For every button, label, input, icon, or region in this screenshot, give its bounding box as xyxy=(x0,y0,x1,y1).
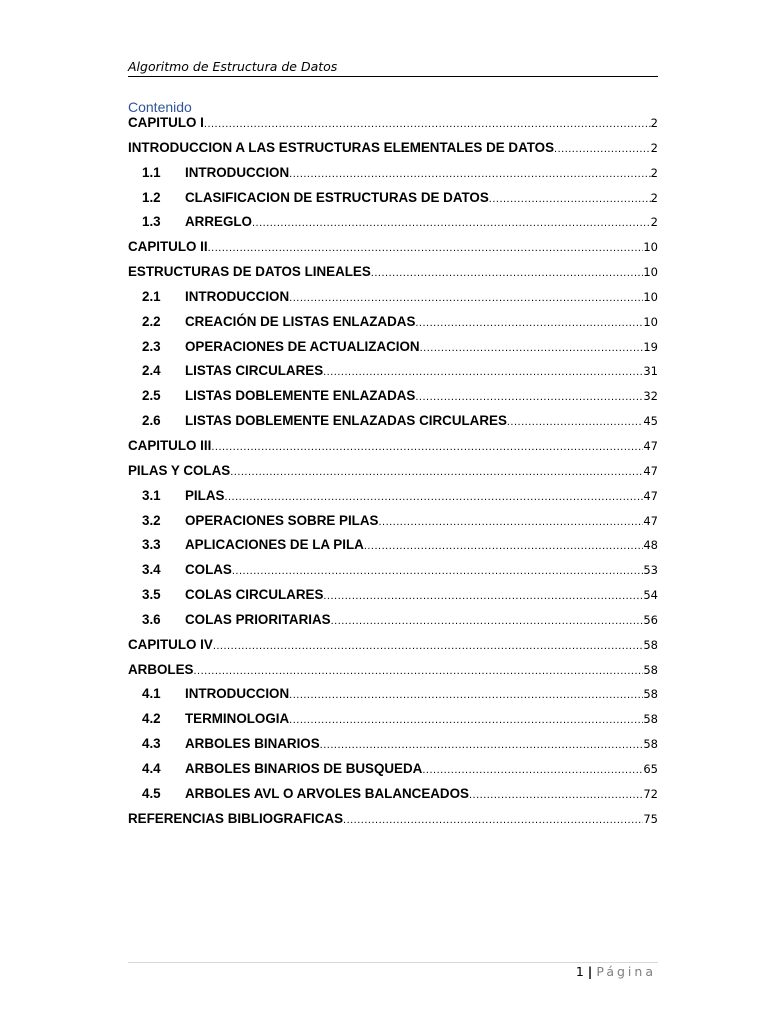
toc-entry-page: 32 xyxy=(643,389,658,404)
toc-entry-page: 31 xyxy=(643,364,658,379)
toc-entry[interactable] xyxy=(128,388,658,413)
toc-entry-page: 56 xyxy=(643,612,658,627)
toc-entry-page: 47 xyxy=(643,488,658,503)
page-header xyxy=(128,59,658,77)
toc-entry-title: APLICACIONES DE LA PILA xyxy=(185,537,364,553)
toc-entry-title: ARBOLES BINARIOS xyxy=(185,736,320,752)
toc-entry[interactable] xyxy=(128,239,658,264)
toc-entry-number: 1.3 xyxy=(142,214,161,230)
toc-entry-page: 65 xyxy=(643,761,658,776)
toc-entry-page: 53 xyxy=(643,563,658,578)
toc-entry-page: 2 xyxy=(650,190,658,205)
toc-entry[interactable] xyxy=(128,214,658,239)
table-of-contents xyxy=(128,115,658,835)
toc-entry-title: ARBOLES xyxy=(128,661,194,677)
toc-entry-title: CAPITULO III xyxy=(128,437,212,453)
toc-dot-leader xyxy=(378,516,643,528)
toc-entry-number: 3.1 xyxy=(142,487,161,503)
toc-dot-leader xyxy=(193,665,643,677)
toc-dot-leader xyxy=(371,267,644,279)
toc-entry-title: CLASIFICACION DE ESTRUCTURAS DE DATOS xyxy=(185,189,489,205)
toc-entry-title: COLAS PRIORITARIAS xyxy=(185,611,331,627)
toc-entry-title: ESTRUCTURAS DE DATOS LINEALES xyxy=(128,264,371,280)
toc-entry[interactable] xyxy=(128,736,658,761)
toc-entry-title: REFERENCIAS BIBLIOGRAFICAS xyxy=(128,810,344,826)
toc-entry-page: 48 xyxy=(643,538,658,553)
page-number: 1 xyxy=(575,964,584,979)
toc-entry-number: 3.5 xyxy=(142,587,161,603)
toc-entry[interactable] xyxy=(128,686,658,711)
toc-entry[interactable] xyxy=(128,711,658,736)
toc-entry[interactable] xyxy=(128,463,658,488)
toc-entry-page: 58 xyxy=(643,737,658,752)
toc-entry[interactable] xyxy=(128,289,658,314)
toc-entry-number: 2.6 xyxy=(142,413,161,429)
toc-entry[interactable] xyxy=(128,662,658,687)
toc-entry[interactable] xyxy=(128,562,658,587)
toc-entry[interactable] xyxy=(128,637,658,662)
toc-dot-leader xyxy=(232,565,643,577)
toc-dot-leader xyxy=(415,391,643,403)
toc-entry-page: 72 xyxy=(643,786,658,801)
toc-entry-page: 47 xyxy=(643,438,658,453)
toc-entry-number: 4.3 xyxy=(142,736,161,752)
toc-entry-number: 3.6 xyxy=(142,611,161,627)
footer-separator: | xyxy=(587,964,593,979)
toc-entry-title: LISTAS CIRCULARES xyxy=(185,363,324,379)
toc-entry-number: 2.1 xyxy=(142,288,161,304)
toc-entry[interactable] xyxy=(128,140,658,165)
toc-entry[interactable] xyxy=(128,314,658,339)
toc-entry-title: INTRODUCCION xyxy=(185,686,290,702)
toc-entry-page: 45 xyxy=(643,414,658,429)
toc-entry-page: 10 xyxy=(643,314,658,329)
toc-entry-title: CAPITULO IV xyxy=(128,636,213,652)
toc-entry-title: OPERACIONES SOBRE PILAS xyxy=(185,512,379,528)
toc-entry-number: 2.3 xyxy=(142,338,161,354)
toc-entry-title: ARBOLES AVL O ARVOLES BALANCEADOS xyxy=(185,785,469,801)
toc-dot-leader xyxy=(331,615,644,627)
toc-dot-leader xyxy=(252,217,651,229)
toc-entry-number: 3.2 xyxy=(142,512,161,528)
toc-dot-leader xyxy=(469,789,643,801)
toc-dot-leader xyxy=(224,491,643,503)
toc-entry-title: LISTAS DOBLEMENTE ENLAZADAS CIRCULARES xyxy=(185,413,507,429)
toc-entry-page: 54 xyxy=(643,588,658,603)
toc-dot-leader xyxy=(208,242,644,254)
toc-entry-title: OPERACIONES DE ACTUALIZACION xyxy=(185,338,420,354)
toc-entry-title: INTRODUCCION xyxy=(185,288,290,304)
toc-entry-number: 3.3 xyxy=(142,537,161,553)
toc-entry-title: PILAS Y COLAS xyxy=(128,462,231,478)
toc-dot-leader xyxy=(289,689,643,701)
toc-entry-page: 58 xyxy=(643,662,658,677)
toc-entry[interactable] xyxy=(128,339,658,364)
toc-entry[interactable] xyxy=(128,115,658,140)
toc-entry-page: 10 xyxy=(643,240,658,255)
toc-dot-leader xyxy=(415,317,643,329)
toc-entry-title: CREACIÓN DE LISTAS ENLAZADAS xyxy=(185,313,416,329)
toc-heading: Contenido xyxy=(128,99,192,115)
toc-entry-page: 10 xyxy=(643,289,658,304)
toc-entry[interactable] xyxy=(128,761,658,786)
toc-entry-number: 4.5 xyxy=(142,785,161,801)
toc-entry-title: INTRODUCCION A LAS ESTRUCTURAS ELEMENTALES DE DATOS xyxy=(128,139,555,155)
toc-dot-leader xyxy=(364,540,644,552)
toc-dot-leader xyxy=(213,640,644,652)
toc-entry[interactable] xyxy=(128,190,658,215)
toc-entry[interactable] xyxy=(128,363,658,388)
toc-entry[interactable] xyxy=(128,537,658,562)
toc-entry-page: 58 xyxy=(643,712,658,727)
toc-entry-page: 10 xyxy=(643,265,658,280)
toc-entry-number: 2.2 xyxy=(142,313,161,329)
toc-entry-number: 3.4 xyxy=(142,562,161,578)
toc-entry[interactable] xyxy=(128,786,658,811)
toc-dot-leader xyxy=(507,416,643,428)
toc-dot-leader xyxy=(289,714,643,726)
toc-dot-leader xyxy=(204,118,651,130)
toc-entry-number: 4.1 xyxy=(142,686,161,702)
toc-dot-leader xyxy=(489,193,651,205)
toc-entry-page: 19 xyxy=(643,339,658,354)
toc-entry-number: 1.1 xyxy=(142,164,161,180)
toc-entry-page: 58 xyxy=(643,637,658,652)
toc-entry-title: CAPITULO II xyxy=(128,239,208,255)
toc-entry-title: PILAS xyxy=(185,487,225,503)
toc-entry-page: 75 xyxy=(643,811,658,826)
toc-dot-leader xyxy=(289,168,651,180)
toc-entry-title: CAPITULO I xyxy=(128,115,204,130)
footer-divider xyxy=(128,962,658,963)
toc-entry-number: 4.2 xyxy=(142,711,161,727)
toc-entry-title: COLAS CIRCULARES xyxy=(185,587,324,603)
toc-dot-leader xyxy=(420,342,644,354)
toc-entry-page: 47 xyxy=(643,463,658,478)
toc-entry-title: TERMINOLOGIA xyxy=(185,711,290,727)
toc-entry[interactable] xyxy=(128,264,658,289)
toc-dot-leader xyxy=(323,366,643,378)
document-title: Algoritmo de Estructura de Datos xyxy=(128,59,338,74)
toc-entry-title: INTRODUCCION xyxy=(185,164,290,180)
toc-entry-page: 2 xyxy=(650,140,658,155)
page-word: Página xyxy=(596,964,656,979)
toc-entry-page: 2 xyxy=(650,165,658,180)
toc-dot-leader xyxy=(554,143,651,155)
toc-entry-number: 2.4 xyxy=(142,363,161,379)
toc-dot-leader xyxy=(422,764,643,776)
toc-entry[interactable] xyxy=(128,165,658,190)
toc-entry-number: 4.4 xyxy=(142,760,161,776)
toc-dot-leader xyxy=(289,292,643,304)
toc-entry-number: 1.2 xyxy=(142,189,161,205)
toc-entry[interactable] xyxy=(128,413,658,438)
toc-dot-leader xyxy=(211,441,643,453)
toc-entry-title: ARBOLES BINARIOS DE BUSQUEDA xyxy=(185,760,423,776)
toc-entry-number: 2.5 xyxy=(142,388,161,404)
toc-entry-page: 2 xyxy=(650,215,658,230)
toc-entry-title: COLAS xyxy=(185,562,232,578)
toc-entry[interactable] xyxy=(128,612,658,637)
toc-dot-leader xyxy=(323,590,643,602)
toc-dot-leader xyxy=(343,814,643,826)
toc-entry[interactable] xyxy=(128,587,658,612)
toc-entry-page: 58 xyxy=(643,687,658,702)
toc-entry-title: ARREGLO xyxy=(185,214,252,230)
page-footer xyxy=(576,964,656,979)
toc-entry[interactable] xyxy=(128,811,658,836)
toc-entry[interactable] xyxy=(128,438,658,463)
toc-entry[interactable] xyxy=(128,488,658,513)
toc-dot-leader xyxy=(320,739,644,751)
toc-entry-page: 47 xyxy=(643,513,658,528)
toc-entry-page: 2 xyxy=(650,116,658,130)
toc-dot-leader xyxy=(230,466,643,478)
toc-entry[interactable] xyxy=(128,513,658,538)
toc-entry-title: LISTAS DOBLEMENTE ENLAZADAS xyxy=(185,388,416,404)
